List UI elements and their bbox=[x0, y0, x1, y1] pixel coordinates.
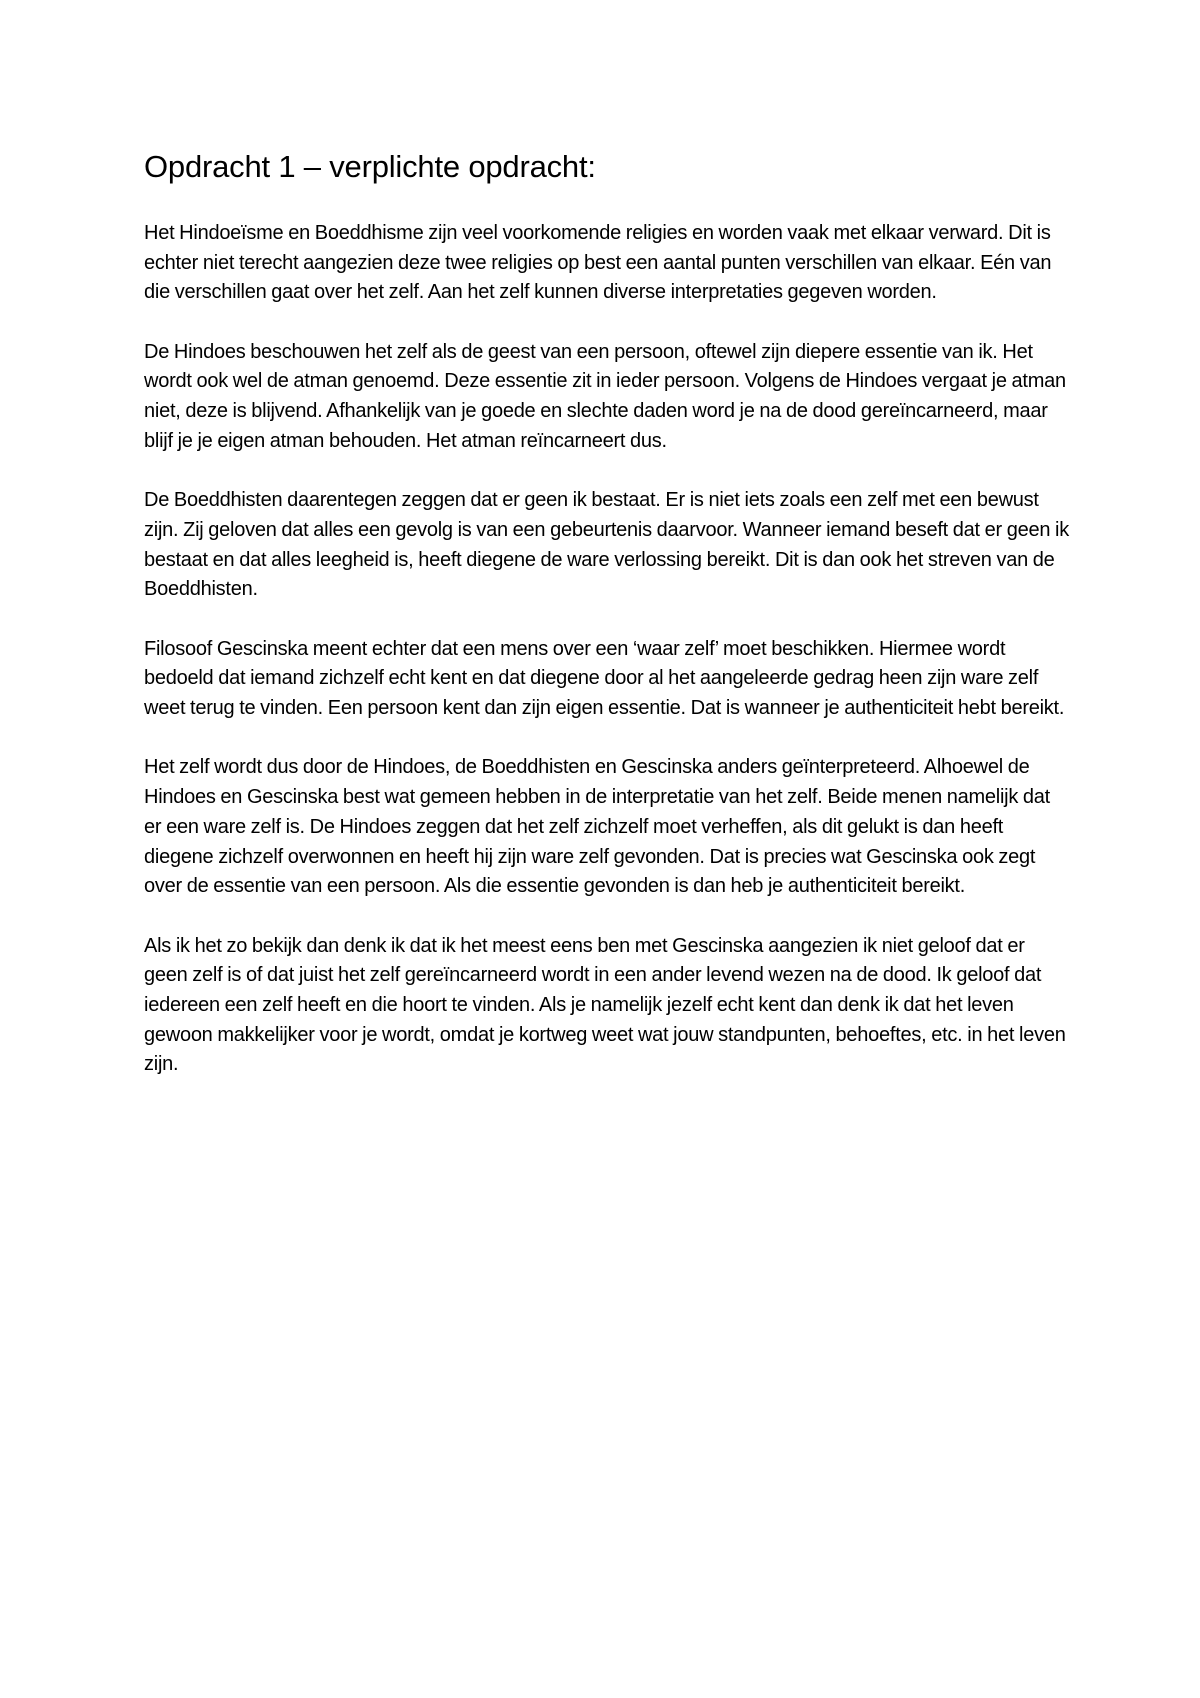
paragraph-introduction: Het Hindoeïsme en Boeddhisme zijn veel voorkomende religies en worden vaak met elkaar verward. Dit is echter niet terecht aangezien deze twee religies op best een aantal punten verschillen van elkaar. Eén van die verschillen gaat over het zelf. Aan het zelf kunnen diverse interpretaties gegeven worden. bbox=[144, 221, 1052, 304]
page-title: Opdracht 1 – verplichte opdracht: bbox=[144, 149, 596, 184]
paragraph-comparison: Het zelf wordt dus door de Hindoes, de Boeddhisten en Gescinska anders geïnterpreteerd. Alhoewel de Hindoes en Gescinska best wat gemeen hebben in de interpretatie van het zelf. Beide menen namelijk dat er een ware zelf is. De Hindoes zeggen dat het zelf zichzelf moet verheffen, als dit gelukt is dan heeft diegene zichzelf overwonnen en heeft hij zijn ware zelf gevonden. Dat is precies wat Gescinska ook zegt over de essentie van een persoon. Als die essentie gevonden is dan heb je authenticiteit bereikt. bbox=[144, 756, 1050, 898]
paragraph-hindoes: De Hindoes beschouwen het zelf als de geest van een persoon, oftewel zijn diepere essentie van ik. Het wordt ook wel de atman genoemd. Deze essentie zit in ieder persoon. Volgens de Hindoes vergaat je atman niet, deze is blijvend. Afhankelijk van je goede en slechte daden word je na de dood gereïncarneerd, maar blijf je je eigen atman behouden. Het atman reïncarneert dus. bbox=[144, 340, 1066, 452]
paragraph-conclusion: Als ik het zo bekijk dan denk ik dat ik het meest eens ben met Gescinska aangezien ik niet geloof dat er geen zelf is of dat juist het zelf gereïncarneerd wordt in een ander levend wezen na de dood. Ik geloof dat iedereen een zelf heeft en die hoort te vinden. Als je namelijk jezelf echt kent dan denk ik dat het leven gewoon makkelijker voor je wordt, omdat je kortweg weet wat jouw standpunten, behoeftes, etc. in het leven zijn. bbox=[144, 934, 1066, 1076]
paragraph-gescinska: Filosoof Gescinska meent echter dat een mens over een ‘waar zelf’ moet beschikken. Hiermee wordt bedoeld dat iemand zichzelf echt kent en dat diegene door al het aangeleerde gedrag heen zijn ware zelf weet terug te vinden. Een persoon kent dan zijn eigen essentie. Dat is wanneer je authenticiteit hebt bereikt. bbox=[144, 637, 1065, 720]
document-body bbox=[144, 146, 1069, 1110]
paragraph-boeddhisten: De Boeddhisten daarentegen zeggen dat er geen ik bestaat. Er is niet iets zoals een zelf met een bewust zijn. Zij geloven dat alles een gevolg is van een gebeurtenis daarvoor. Wanneer iemand beseft dat er geen ik bestaat en dat alles leegheid is, heeft diegene de ware verlossing bereikt. Dit is dan ook het streven van de Boeddhisten. bbox=[144, 489, 1069, 601]
